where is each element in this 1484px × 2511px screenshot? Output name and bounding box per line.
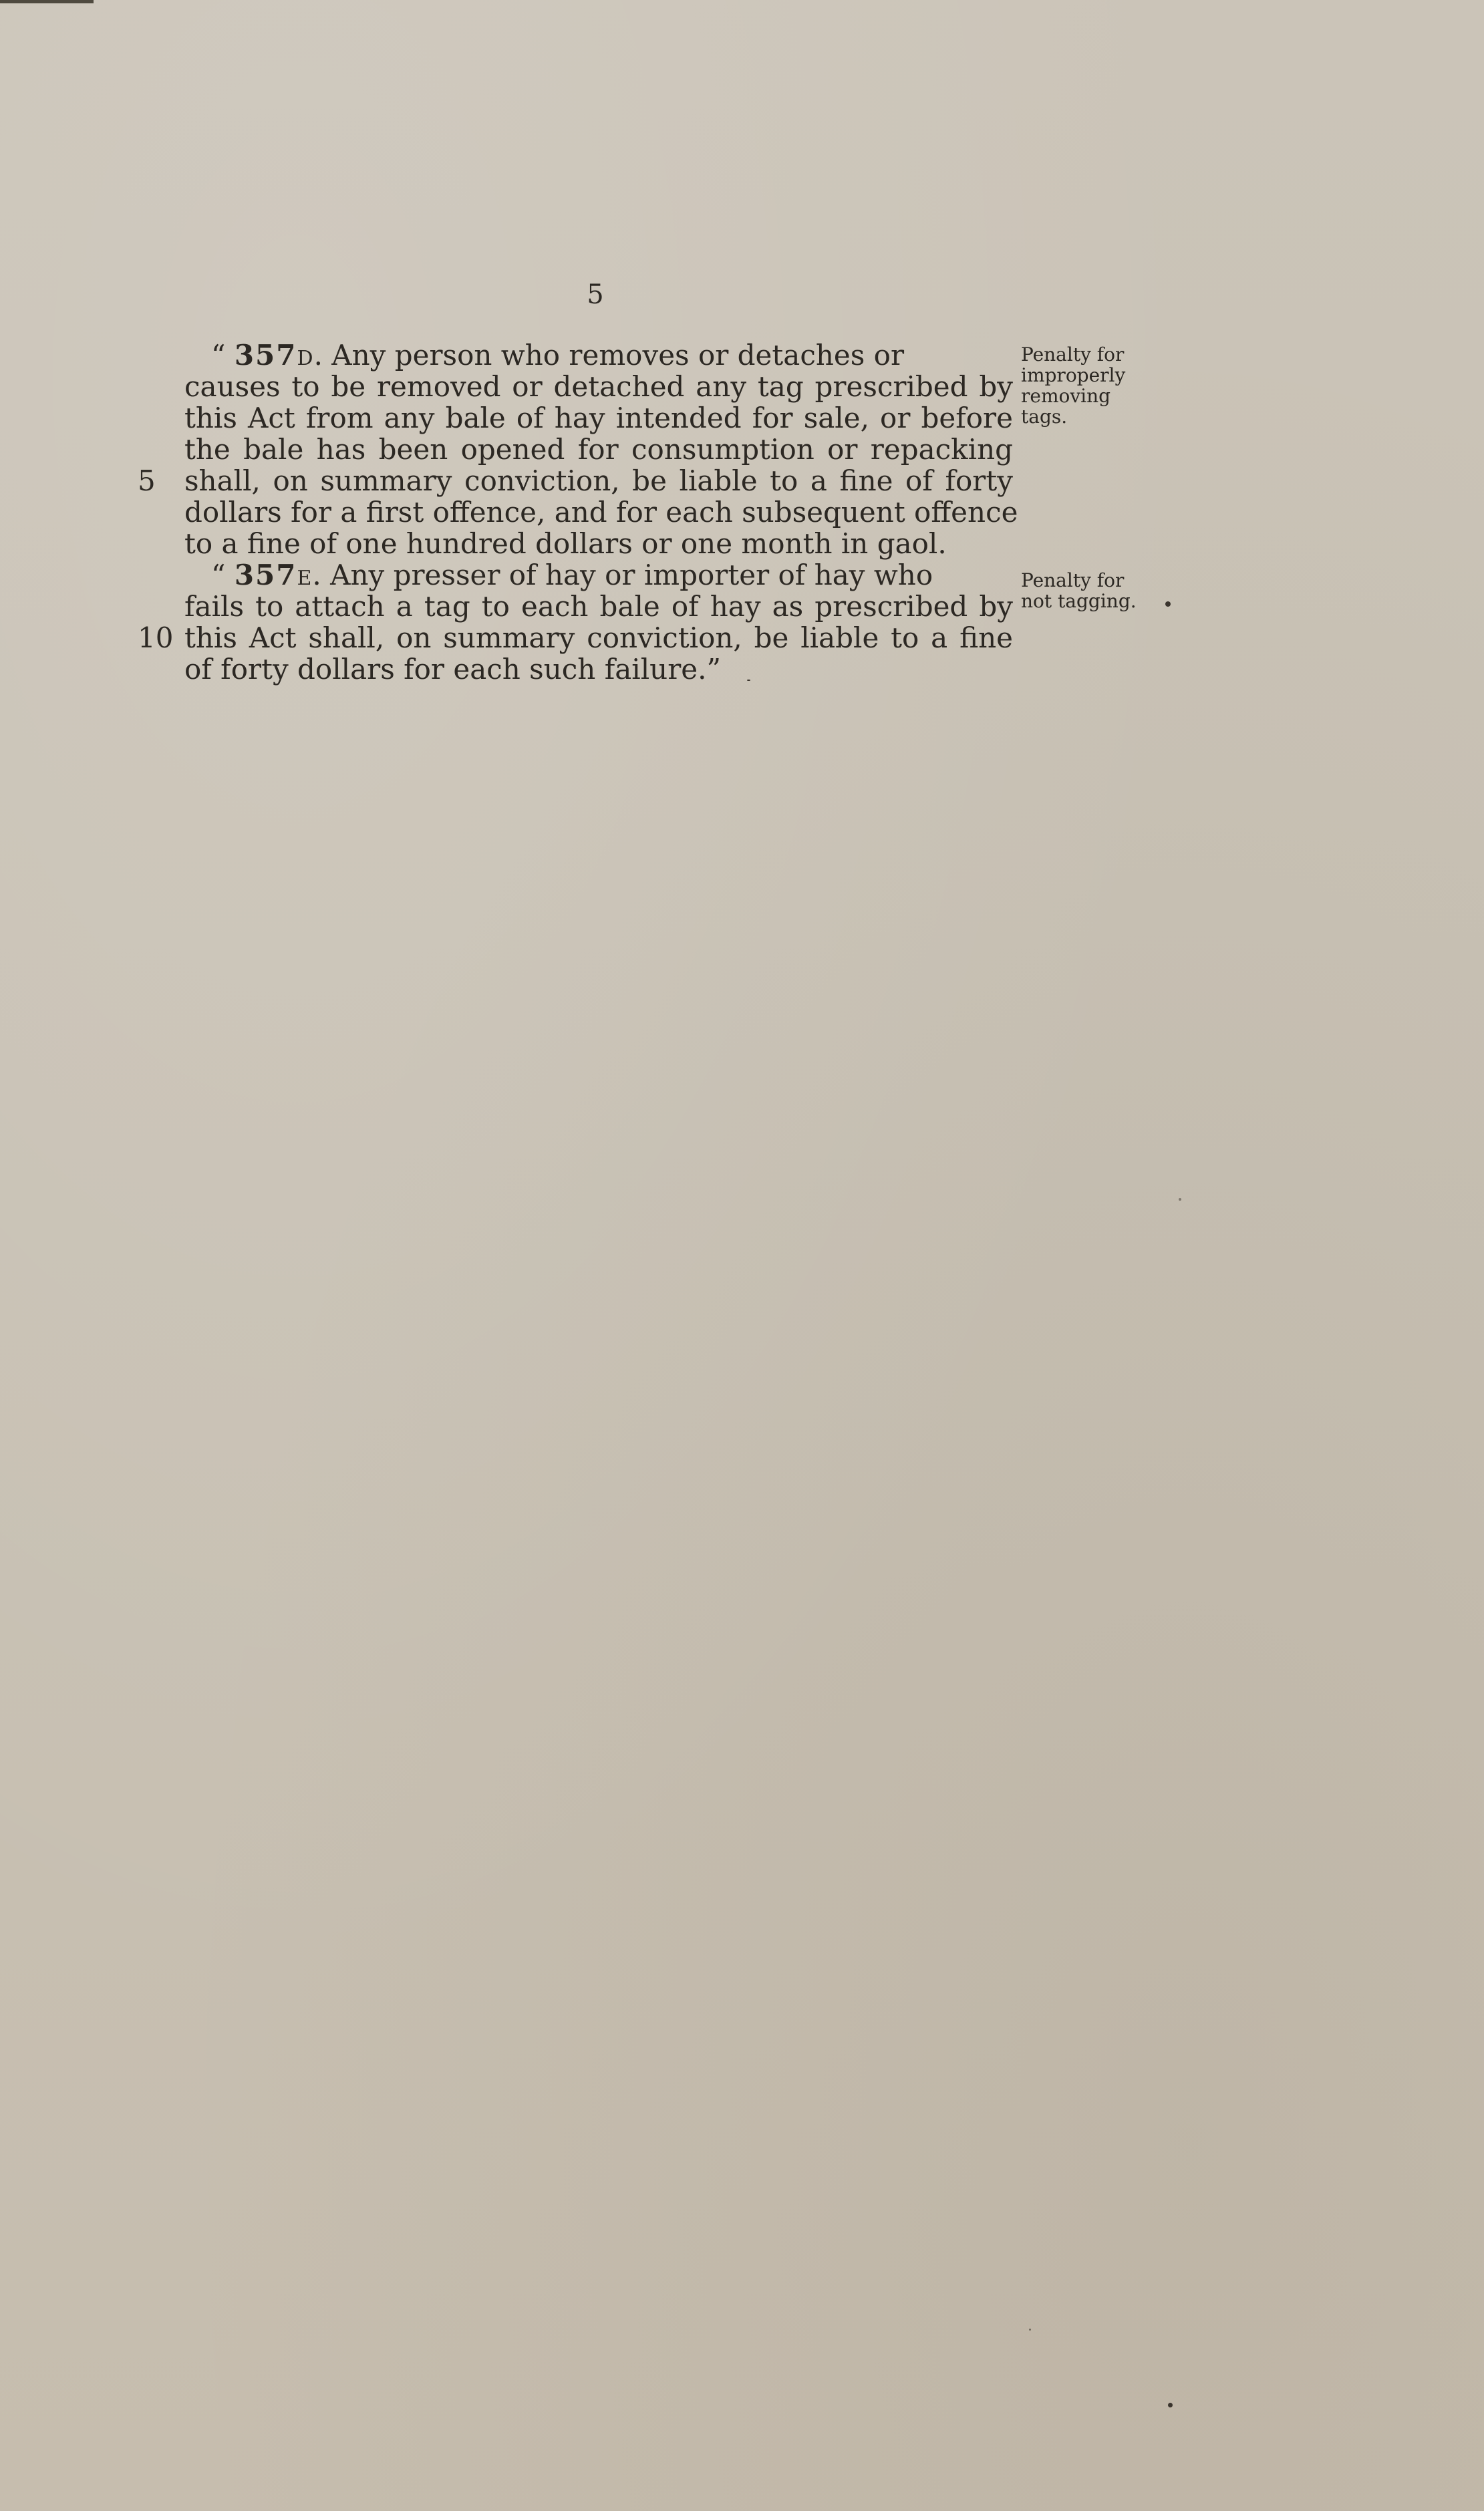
line-text: . Any presser of hay or importer of hay who <box>312 559 933 591</box>
section-number: 357 <box>234 339 297 372</box>
text-line: to a fine of one hundred dollars or one month in gaol. <box>184 527 947 560</box>
text-line: dollars for a first offence, and for each subsequent offence <box>184 496 1018 529</box>
line-number: 5 <box>138 464 156 497</box>
marginal-note-line: Penalty for <box>1021 569 1125 591</box>
text-line <box>184 339 1013 371</box>
section-number: 357 <box>234 559 297 591</box>
section-letter: D <box>297 347 314 370</box>
line-text: . Any person who removes or detaches or <box>313 339 905 372</box>
text-line: this Act from any bale of hay intended for sale, or before <box>184 402 1013 434</box>
opening-quote: “ <box>211 339 235 372</box>
text-line: of forty dollars for each such failure.” <box>184 653 721 686</box>
text-line: fails to attach a tag to each bale of hay as prescribed by <box>184 590 1013 623</box>
line-text: this Act shall, on summary conviction, be liable to a fine <box>184 621 1013 654</box>
opening-quote: “ <box>211 559 235 591</box>
paper-speck <box>1179 1198 1181 1201</box>
marginal-note-line: Penalty for <box>1021 343 1125 365</box>
line-text: shall, on summary conviction, be liable to a fine of forty <box>184 464 1013 497</box>
marginal-note-line: not tagging. <box>1021 590 1137 612</box>
page-number: 5 <box>587 279 604 310</box>
text-line <box>138 464 1013 497</box>
text-line <box>184 559 1013 591</box>
statute-text <box>138 339 1018 686</box>
marginal-note-line: removing <box>1021 385 1111 407</box>
paper-speck <box>1165 601 1171 607</box>
text-line: the bale has been opened for consumption or repacking <box>184 433 1013 466</box>
marginal-note <box>1021 570 1168 611</box>
text-line: causes to be removed or detached any tag prescribed by <box>184 370 1013 403</box>
section-letter: E <box>297 567 313 590</box>
paper-speck <box>747 680 750 681</box>
text-line <box>138 621 1013 654</box>
marginal-note-line: tags. <box>1021 406 1068 428</box>
marginal-note-line: improperly <box>1021 364 1126 386</box>
line-number: 10 <box>138 621 174 654</box>
paper-speck <box>1029 2329 1031 2331</box>
marginal-note <box>1021 344 1168 427</box>
paper-speck <box>1168 2403 1173 2407</box>
page-edge-mark <box>0 0 94 3</box>
